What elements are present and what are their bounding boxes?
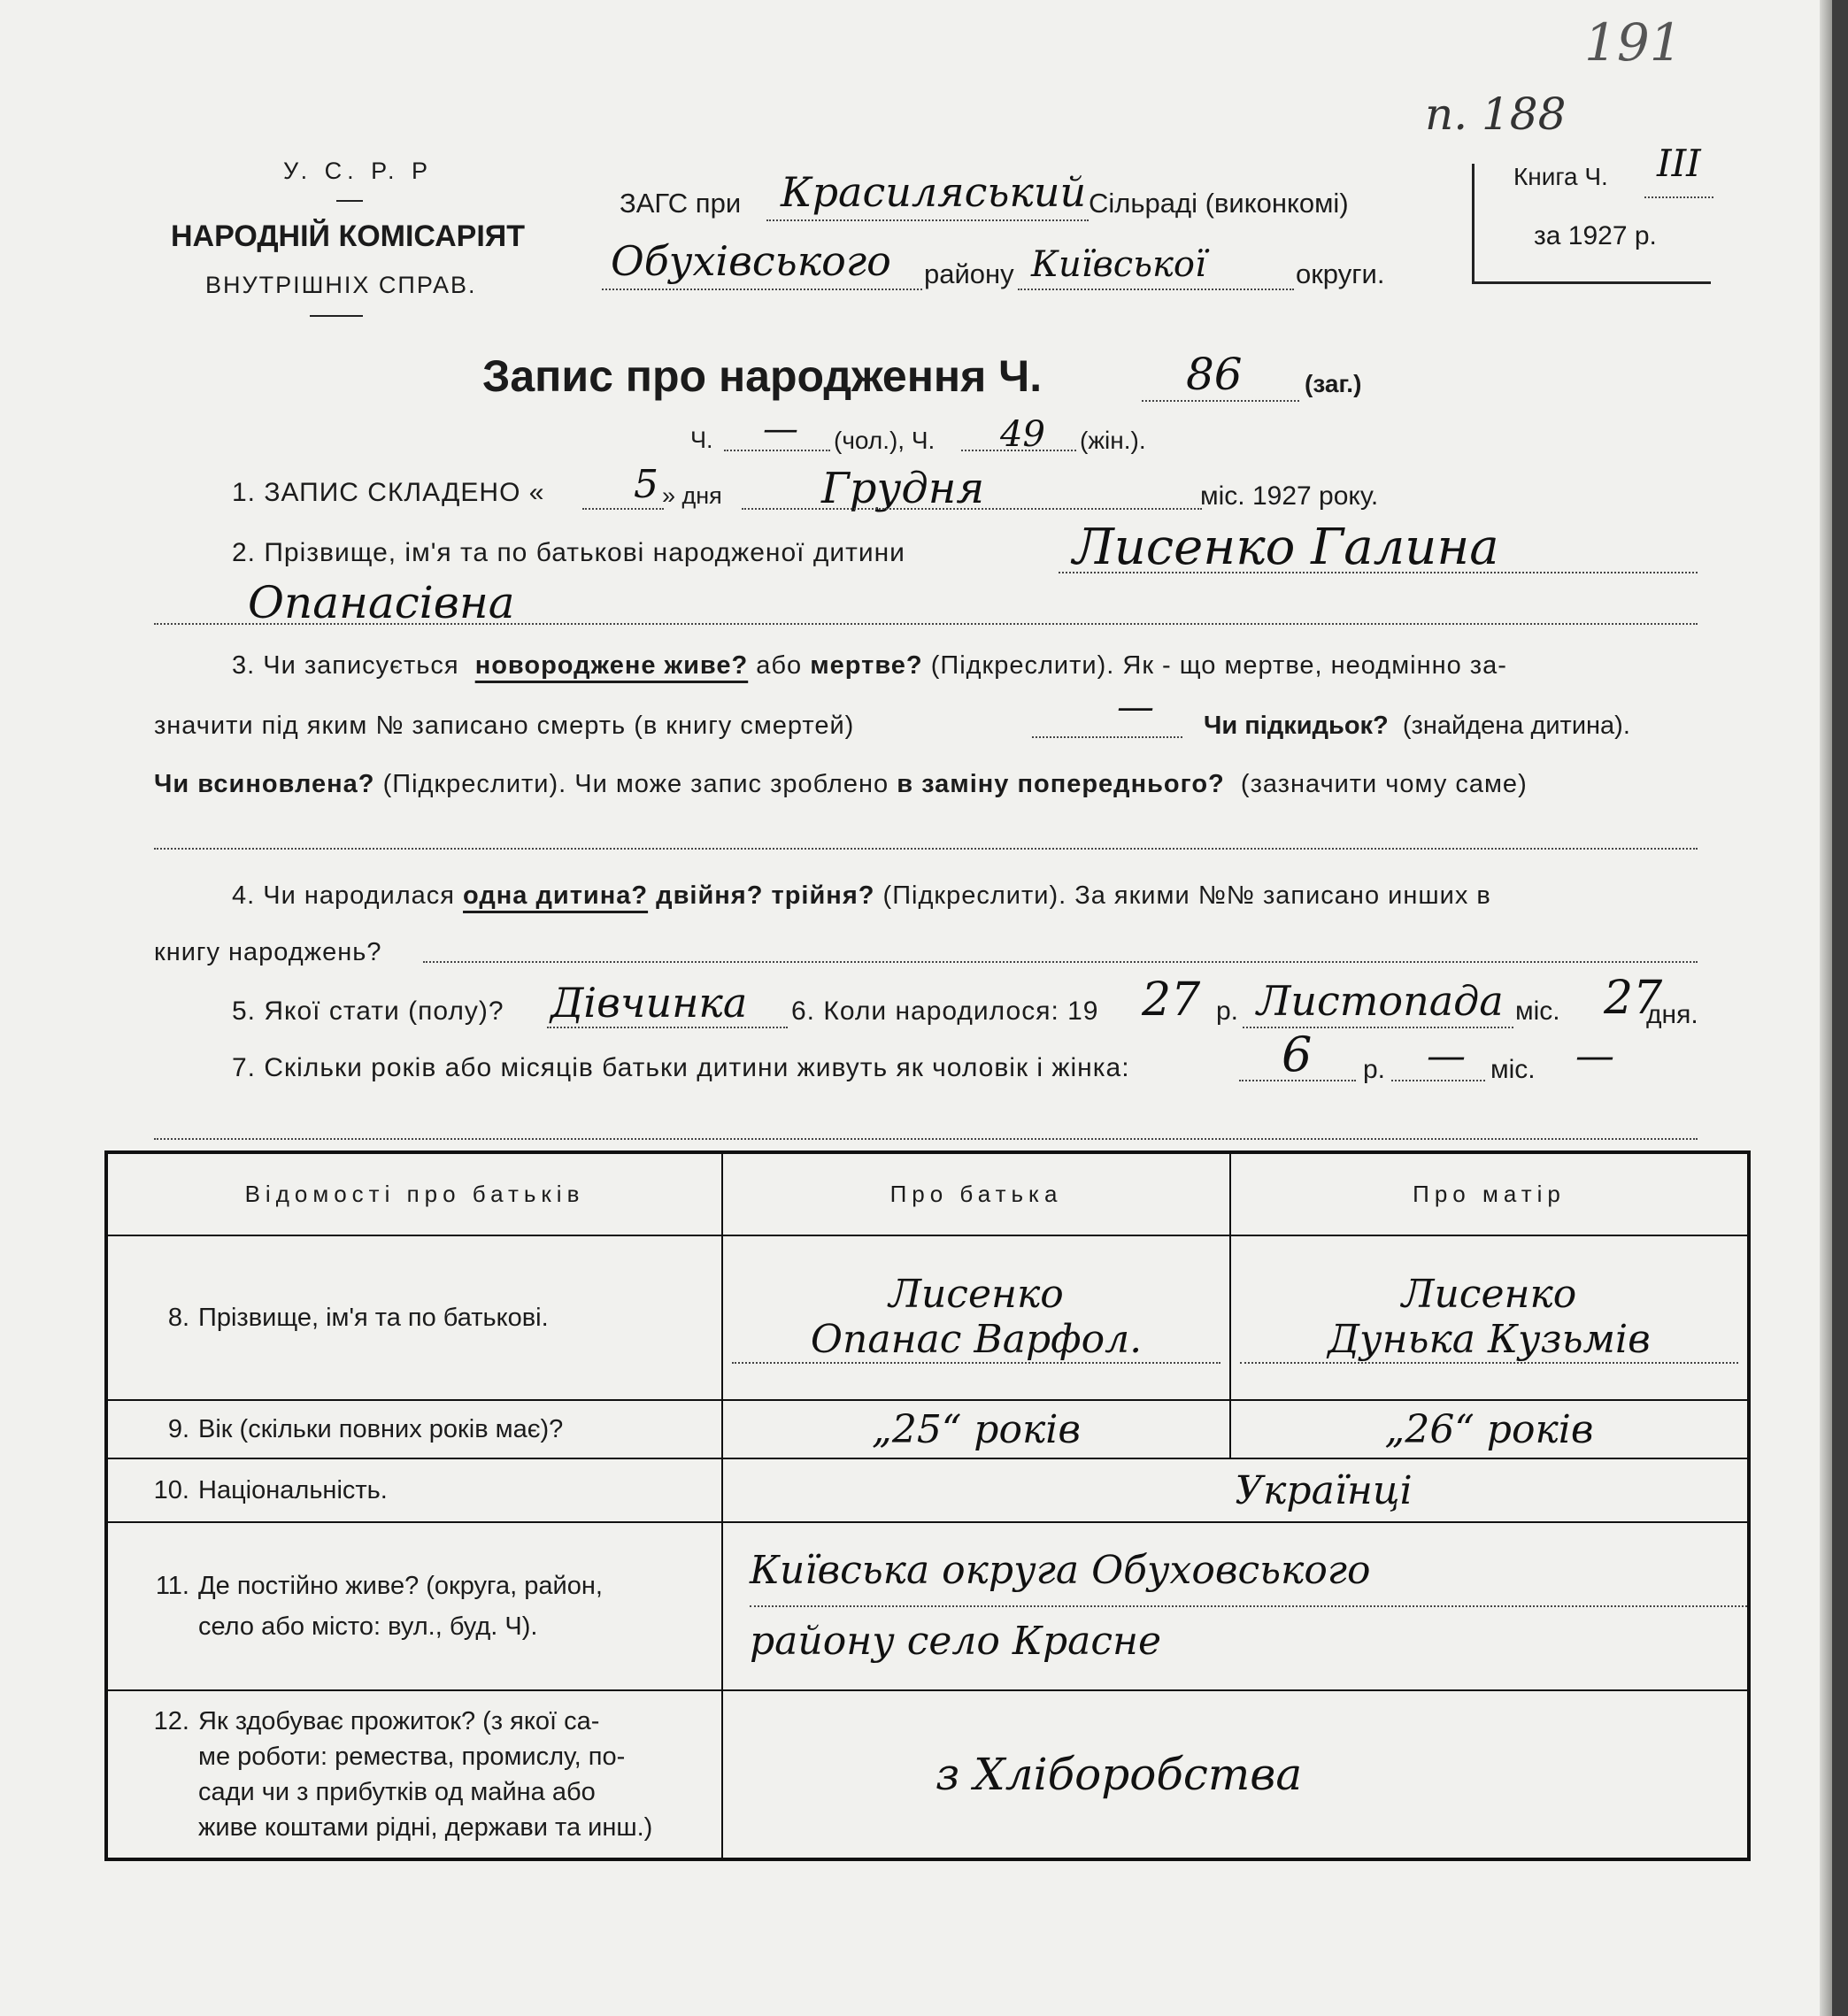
zags-prefix: ЗАГС при <box>620 188 742 219</box>
book-year: за 1927 р. <box>1534 221 1657 250</box>
zags-district-label: району <box>924 258 1014 289</box>
death-record-number: — <box>1117 685 1154 728</box>
child-surname-name: Лисенко Галина <box>1073 519 1499 576</box>
father-surname: Лисенко <box>889 1272 1064 1317</box>
item4-line2: книгу народжень? <box>154 938 382 966</box>
book-number: III <box>1657 142 1701 185</box>
item2-prefix: 2. Прізвище, ім'я та по батькові народженої дитини <box>232 538 905 567</box>
header-mother: Про матір <box>1413 1181 1566 1207</box>
father-name: Опанас Варфол. <box>732 1317 1220 1364</box>
row-label-nationality: Національність. <box>198 1476 388 1504</box>
female-label: (жін.). <box>1080 427 1146 454</box>
row-label-name: Прізвище, ім'я та по батькові. <box>198 1304 549 1332</box>
table-row: 12. Як здобуває прожиток? (з якої са- ме роботи: ремества, промислу, по- сади чи з прибутків од майна або живе коштами рідні, держави та инш.) з Хліборобства <box>106 1690 1749 1859</box>
single-child-option: одна дитина? <box>463 881 649 910</box>
parents-occupation: з Хліборобства <box>722 1690 1749 1859</box>
row-label-age: Вік (скільки повних років має)? <box>198 1415 564 1443</box>
commissariat-header: НАРОДНІЙ КОМІСАРІЯТ <box>171 219 525 253</box>
item1-day: 5 <box>634 462 658 507</box>
record-number-suffix: (заг.) <box>1305 370 1362 397</box>
marriage-years: 6 <box>1282 1027 1313 1082</box>
row-label-occupation-4: живе коштами рідні, держави та инш.) <box>198 1813 653 1842</box>
zags-okrug-label: округи. <box>1296 258 1385 289</box>
male-number: — <box>763 409 798 450</box>
item1-prefix: 1. ЗАПИС СКЛАДЕНО « <box>232 478 545 507</box>
child-patronymic: Опанасівна <box>248 577 515 628</box>
item3-line2-end: Чи підкидьок? (знайдена дитина). <box>1204 712 1630 740</box>
father-age: „25“ років <box>722 1400 1230 1458</box>
row-label-occupation-2: ме роботи: ремества, промислу, по- <box>198 1743 626 1771</box>
row-label-residence: Де постійно живе? (округа, район, <box>198 1572 603 1600</box>
male-label: (чол.), Ч. <box>834 427 936 454</box>
zags-district: Обухівського <box>611 237 891 285</box>
marriage-months: — <box>1427 1034 1466 1079</box>
female-number: 49 <box>1000 414 1045 455</box>
birth-month: Листопада <box>1257 977 1504 1025</box>
item1-suffix: міс. 1927 року. <box>1200 481 1379 511</box>
residence-line-1: Київська округа Обуховського <box>750 1536 1747 1607</box>
header-info: Відомості про батьків <box>244 1181 585 1207</box>
marriage-years-label: р. <box>1363 1055 1386 1084</box>
table-row: 8. Прізвище, ім'я та по батькові. Лисенко Опанас Варфол. Лисенко Дунька Кузьмів <box>106 1235 1749 1400</box>
table-row: 10. Національність. Українці <box>106 1458 1749 1522</box>
archive-number-crossed: п. 188 <box>1425 88 1567 140</box>
item3-line2: значити під яким № записано смерть (в книгу смертей) <box>154 712 855 740</box>
birth-day-label: дня. <box>1646 1000 1698 1029</box>
table-header-row <box>106 1152 1749 1235</box>
parents-table <box>104 1150 1751 1861</box>
child-sex: Дівчинка <box>551 979 748 1027</box>
dash-mark: — <box>1575 1034 1614 1079</box>
department-header: ВНУТРІШНІХ СПРАВ. <box>205 272 477 298</box>
row-label-occupation-3: сади чи з прибутків од майна або <box>198 1778 596 1806</box>
item1-mid: » дня <box>662 482 722 509</box>
residence-line-2: району село Красне <box>750 1619 1162 1664</box>
table-row: 9. Вік (скільки повних років має)? „25“ років „26“ років <box>106 1400 1749 1458</box>
row-label-occupation: Як здобуває прожиток? (з якої са- <box>198 1707 600 1735</box>
table-row: 11. Де постійно живе? (округа, район, село або місто: вул., буд. Ч). Київська округа Обуховського району село Красне <box>106 1522 1749 1690</box>
republic-header: У. С. Р. Р <box>283 158 433 184</box>
zags-council: Красиляський <box>781 168 1087 216</box>
archive-number: 191 <box>1584 12 1682 73</box>
book-label: Книга Ч. <box>1513 163 1608 190</box>
item4-line1: 4. Чи народилася одна дитина? двійня? трійня? (Підкреслити). За якими №№ записано инших в <box>232 881 1491 910</box>
birth-month-label: міс. <box>1515 996 1560 1026</box>
item3-line3: Чи всиновлена? (Підкреслити). Чи може запис зроблено в заміну попереднього? (зазначити чому саме) <box>154 770 1528 798</box>
item5-prefix: 5. Якої стати (полу)? <box>232 996 504 1026</box>
zags-okrug: Київської <box>1031 244 1206 285</box>
item3-line1: 3. Чи записується новороджене живе? або мертве? (Підкреслити). Як - що мертве, неодмінно за- <box>232 651 1507 680</box>
birth-year-label: р. <box>1216 996 1239 1026</box>
birth-year: 27 <box>1142 973 1201 1027</box>
male-number-prefix: Ч. <box>690 427 713 453</box>
mother-age: „26“ років <box>1230 1400 1749 1458</box>
item7-prefix: 7. Скільки років або місяців батьки дитини живуть як чоловік і жінка: <box>232 1053 1130 1082</box>
header-father: Про батька <box>889 1181 1063 1207</box>
birth-date-prefix: 6. Коли народилося: 19 <box>791 996 1099 1026</box>
item1-month: Грудня <box>821 464 985 513</box>
mother-surname: Лисенко <box>1401 1272 1577 1317</box>
alive-option: новороджене живе? <box>474 651 749 680</box>
marriage-months-label: міс. <box>1490 1055 1536 1084</box>
mother-name: Дунька Кузьмів <box>1240 1317 1738 1364</box>
document-title: Запис про народження Ч. <box>482 351 1043 401</box>
parents-nationality: Українці <box>722 1458 1749 1522</box>
record-number: 86 <box>1186 349 1243 400</box>
zags-council-suffix: Сільраді (виконкомі) <box>1089 188 1349 219</box>
row-label-residence-2: село або місто: вул., буд. Ч). <box>198 1612 538 1641</box>
birth-day: 27 <box>1604 972 1663 1025</box>
